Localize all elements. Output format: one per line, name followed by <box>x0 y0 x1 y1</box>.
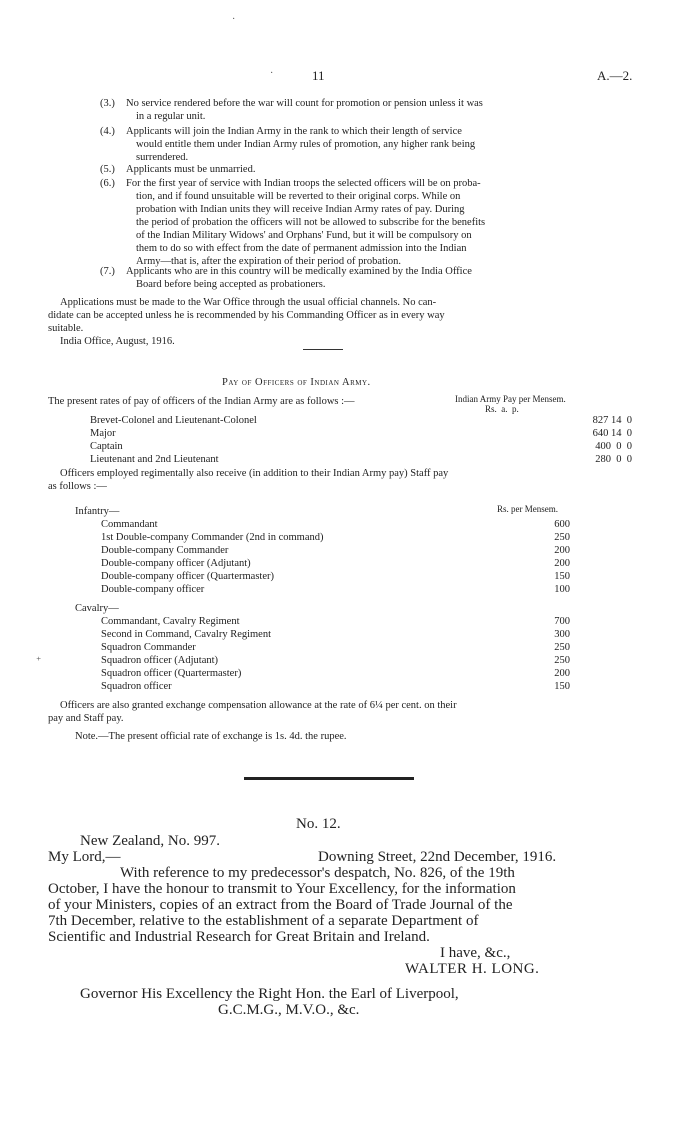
section-divider <box>303 349 343 350</box>
india-office-date: India Office, August, 1916. <box>60 336 175 347</box>
closing: I have, &c., <box>440 945 511 961</box>
infantry-row-value: 200 <box>554 545 570 556</box>
condition-line: them to do so with effect from the date of permanent admission into the Indian <box>136 243 467 254</box>
rank-row-value: 400 0 0 <box>595 441 632 452</box>
cavalry-label: Cavalry— <box>75 603 119 614</box>
condition-number: (5.) <box>100 164 115 175</box>
rank-row-label: Captain <box>90 441 123 452</box>
exchange-note: Note.—The present official rate of exchange is 1s. 4d. the rupee. <box>75 731 347 742</box>
staff-column-header: Rs. per Mensem. <box>497 504 558 514</box>
cavalry-row-label: Commandant, Cavalry Regiment <box>101 616 240 627</box>
condition-line: of the Indian Military Widows' and Orphans' Fund, but it will be compulsory on <box>136 230 472 241</box>
despatch-number: No. 12. <box>296 816 341 832</box>
infantry-row <box>0 557 700 570</box>
condition-line: Applicants will join the Indian Army in the rank to which their length of service <box>126 126 462 137</box>
cavalry-row <box>0 654 700 667</box>
staff-intro-line: Officers employed regimentally also receive (in addition to their Indian Army pay) Staff pay <box>60 468 449 479</box>
condition-line: in a regular unit. <box>136 111 206 122</box>
infantry-row-value: 150 <box>554 571 570 582</box>
rank-row <box>0 414 700 427</box>
addressee-line: Governor His Excellency the Right Hon. the Earl of Liverpool, <box>80 986 459 1002</box>
pay-column-header: Indian Army Pay per Mensem. <box>455 394 566 404</box>
infantry-row <box>0 531 700 544</box>
condition-line: Board before being accepted as probationers. <box>136 279 326 290</box>
staff-intro-line: as follows :— <box>48 481 107 492</box>
infantry-row <box>0 583 700 596</box>
condition-line: For the first year of service with Indian troops the selected officers will be on proba- <box>126 178 481 189</box>
exchange-line: pay and Staff pay. <box>48 713 124 724</box>
condition-number: (4.) <box>100 126 115 137</box>
rank-row <box>0 440 700 453</box>
despatch-body-line: Scientific and Industrial Research for Great Britain and Ireland. <box>48 929 430 945</box>
cavalry-row-value: 300 <box>554 629 570 640</box>
rank-row-value: 280 0 0 <box>595 454 632 465</box>
rank-row-label: Major <box>90 428 116 439</box>
cavalry-row <box>0 680 700 693</box>
address-date: Downing Street, 22nd December, 1916. <box>318 849 557 865</box>
cavalry-row <box>0 615 700 628</box>
rank-row <box>0 453 700 466</box>
despatch-body-line: of your Ministers, copies of an extract from the Board of Trade Journal of the <box>48 897 513 913</box>
page-number: 11 <box>312 68 325 83</box>
cavalry-row-label: Squadron officer (Quartermaster) <box>101 668 242 679</box>
applications-line: didate can be accepted unless he is recommended by his Commanding Officer as in every way <box>48 310 445 321</box>
cavalry-row-value: 250 <box>554 655 570 666</box>
rank-row-label: Lieutenant and 2nd Lieutenant <box>90 454 219 465</box>
infantry-row <box>0 518 700 531</box>
pay-intro: The present rates of pay of officers of the Indian Army are as follows :— <box>48 396 355 407</box>
section-divider-thick <box>244 777 414 780</box>
cavalry-row-value: 150 <box>554 681 570 692</box>
infantry-row-value: 600 <box>554 519 570 530</box>
infantry-row-value: 250 <box>554 532 570 543</box>
cavalry-row-value: 200 <box>554 668 570 679</box>
scan-speck: · <box>270 68 274 79</box>
infantry-row-label: 1st Double-company Commander (2nd in command) <box>101 532 324 543</box>
cavalry-row-value: 700 <box>554 616 570 627</box>
pay-column-subheader: Rs. a. p. <box>485 404 519 414</box>
cavalry-row-value: 250 <box>554 642 570 653</box>
infantry-label: Infantry— <box>75 506 120 517</box>
applications-line: suitable. <box>48 323 84 334</box>
condition-line: No service rendered before the war will count for promotion or pension unless it was <box>126 98 483 109</box>
despatch-body-line: With reference to my predecessor's despatch, No. 826, of the 19th <box>120 865 515 881</box>
infantry-row-label: Double-company officer (Quartermaster) <box>101 571 274 582</box>
rank-row <box>0 427 700 440</box>
infantry-row-label: Double-company officer <box>101 584 205 595</box>
cavalry-row-label: Squadron officer <box>101 681 172 692</box>
rank-row-value: 640 14 0 <box>592 428 632 439</box>
scan-speck: ⁺ <box>36 656 42 667</box>
condition-number: (7.) <box>100 266 115 277</box>
condition-line: the period of probation the officers will not be allowed to subscribe for the benefits <box>136 217 486 228</box>
cavalry-row-label: Squadron Commander <box>101 642 196 653</box>
infantry-row-value: 100 <box>554 584 570 595</box>
condition-line: Applicants must be unmarried. <box>126 164 256 175</box>
rank-row-value: 827 14 0 <box>592 415 632 426</box>
addressee-line: G.C.M.G., M.V.O., &c. <box>218 1002 360 1018</box>
infantry-row-label: Commandant <box>101 519 158 530</box>
document-reference: A.—2. <box>597 68 633 83</box>
cavalry-row <box>0 641 700 654</box>
infantry-row-label: Double-company Commander <box>101 545 229 556</box>
scan-speck: · <box>232 14 236 25</box>
pay-section-title: Pay of Officers of Indian Army. <box>222 377 371 388</box>
infantry-row <box>0 544 700 557</box>
condition-line: would entitle them under Indian Army rules of promotion, any higher rank being <box>136 139 476 150</box>
condition-line: probation with Indian units they will receive Indian Army rates of pay. During <box>136 204 465 215</box>
salutation: My Lord,— <box>48 849 121 865</box>
applications-line: Applications must be made to the War Office through the usual official channels. No can- <box>60 297 437 308</box>
infantry-row-label: Double-company officer (Adjutant) <box>101 558 251 569</box>
cavalry-row-label: Second in Command, Cavalry Regiment <box>101 629 272 640</box>
cavalry-row <box>0 628 700 641</box>
cavalry-row-label: Squadron officer (Adjutant) <box>101 655 219 666</box>
infantry-row-value: 200 <box>554 558 570 569</box>
despatch-body-line: 7th December, relative to the establishment of a separate Department of <box>48 913 479 929</box>
exchange-line: Officers are also granted exchange compensation allowance at the rate of 6¼ per cent. on their <box>60 700 457 711</box>
condition-number: (3.) <box>100 98 115 109</box>
condition-line: surrendered. <box>136 152 189 163</box>
infantry-row <box>0 570 700 583</box>
nz-reference: New Zealand, No. 997. <box>80 833 220 849</box>
rank-row-label: Brevet-Colonel and Lieutenant-Colonel <box>90 415 257 426</box>
despatch-body-line: October, I have the honour to transmit to Your Excellency, for the information <box>48 881 516 897</box>
condition-line: Army—that is, after the expiration of their period of probation. <box>136 256 402 267</box>
condition-line: Applicants who are in this country will be medically examined by the India Office <box>126 266 472 277</box>
condition-line: tion, and if found unsuitable will be reverted to their original corps. While on <box>136 191 461 202</box>
cavalry-row <box>0 667 700 680</box>
condition-number: (6.) <box>100 178 115 189</box>
signature: WALTER H. LONG. <box>405 961 540 977</box>
